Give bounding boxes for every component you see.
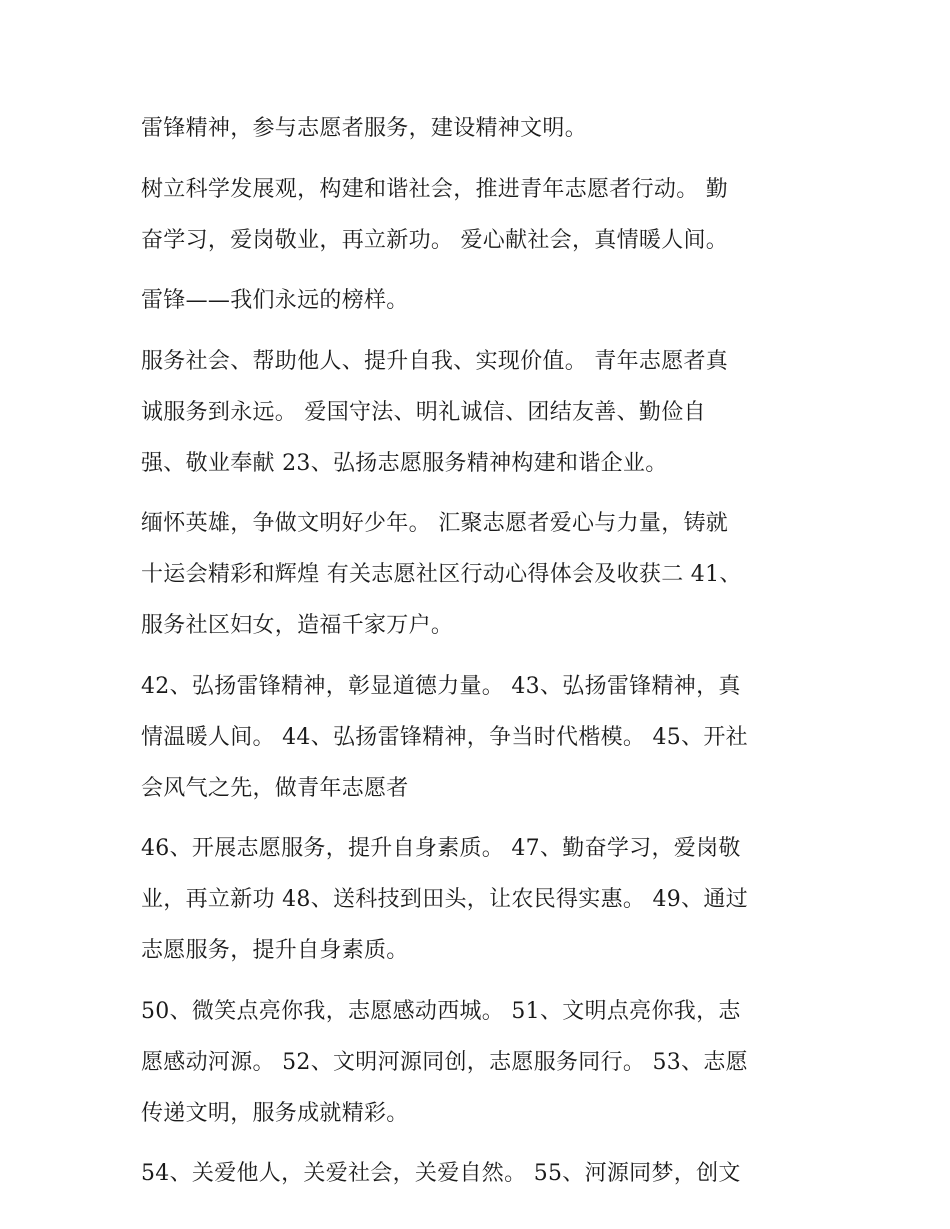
paragraph: [141, 498, 811, 651]
text-line: 情温暖人间。 44、弘扬雷锋精神，争当时代楷模。 45、开社: [141, 724, 748, 750]
paragraph: [141, 661, 811, 814]
text-line: 雷锋精神，参与志愿者服务，建设精神文明。: [141, 116, 588, 141]
text-line: 46、开展志愿服务，提升自身素质。 47、勤奋学习，爱岗敬: [141, 836, 741, 861]
text-line: 奋学习，爱岗敬业，再立新功。 爱心献社会，真情暖人间。: [141, 227, 729, 253]
text-line: 54、关爱他人，关爱社会，关爱自然。 55、河源同梦，创文: [141, 1161, 741, 1186]
text-line: 服务社会、帮助他人、提升自我、实现价值。 青年志愿者真: [141, 348, 729, 374]
paragraph: [141, 986, 811, 1139]
paragraph: [141, 164, 811, 266]
text-line: 传递文明，服务成就精彩。: [141, 1100, 409, 1126]
text-line: 50、微笑点亮你我，志愿感动西城。 51、文明点亮你我，志: [141, 998, 741, 1024]
paragraph: [141, 1148, 811, 1199]
text-line: 业，再立新功 48、送科技到田头，让农民得实惠。 49、通过: [141, 887, 748, 912]
text-line: 会风气之先，做青年志愿者: [141, 775, 409, 801]
paragraph: [141, 823, 811, 976]
paragraph: [141, 103, 811, 154]
text-line: 强、敬业奉献 23、弘扬志愿服务精神构建和谐企业。: [141, 450, 668, 476]
document-body: [141, 103, 811, 1209]
text-line: 缅怀英雄，争做文明好少年。 汇聚志愿者爱心与力量，铸就: [141, 511, 729, 536]
text-line: 志愿服务，提升自身素质。: [141, 938, 409, 963]
text-line: 诚服务到永远。 爱国守法、明礼诚信、团结友善、勤俭自: [141, 399, 706, 425]
text-line: 树立科学发展观，构建和谐社会，推进青年志愿者行动。 勤: [141, 176, 729, 202]
text-line: 愿感动河源。 52、文明河源同创，志愿服务同行。 53、志愿: [141, 1049, 748, 1075]
text-line: 十运会精彩和辉煌 有关志愿社区行动心得体会及收获二 41、: [141, 562, 742, 587]
text-line: 42、弘扬雷锋精神，彰显道德力量。 43、弘扬雷锋精神，真: [141, 673, 741, 699]
paragraph: [141, 336, 811, 489]
paragraph: [141, 275, 811, 326]
text-line: 服务社区妇女，造福千家万户。: [141, 613, 454, 638]
text-line: 雷锋——我们永远的榜样。: [141, 288, 409, 313]
